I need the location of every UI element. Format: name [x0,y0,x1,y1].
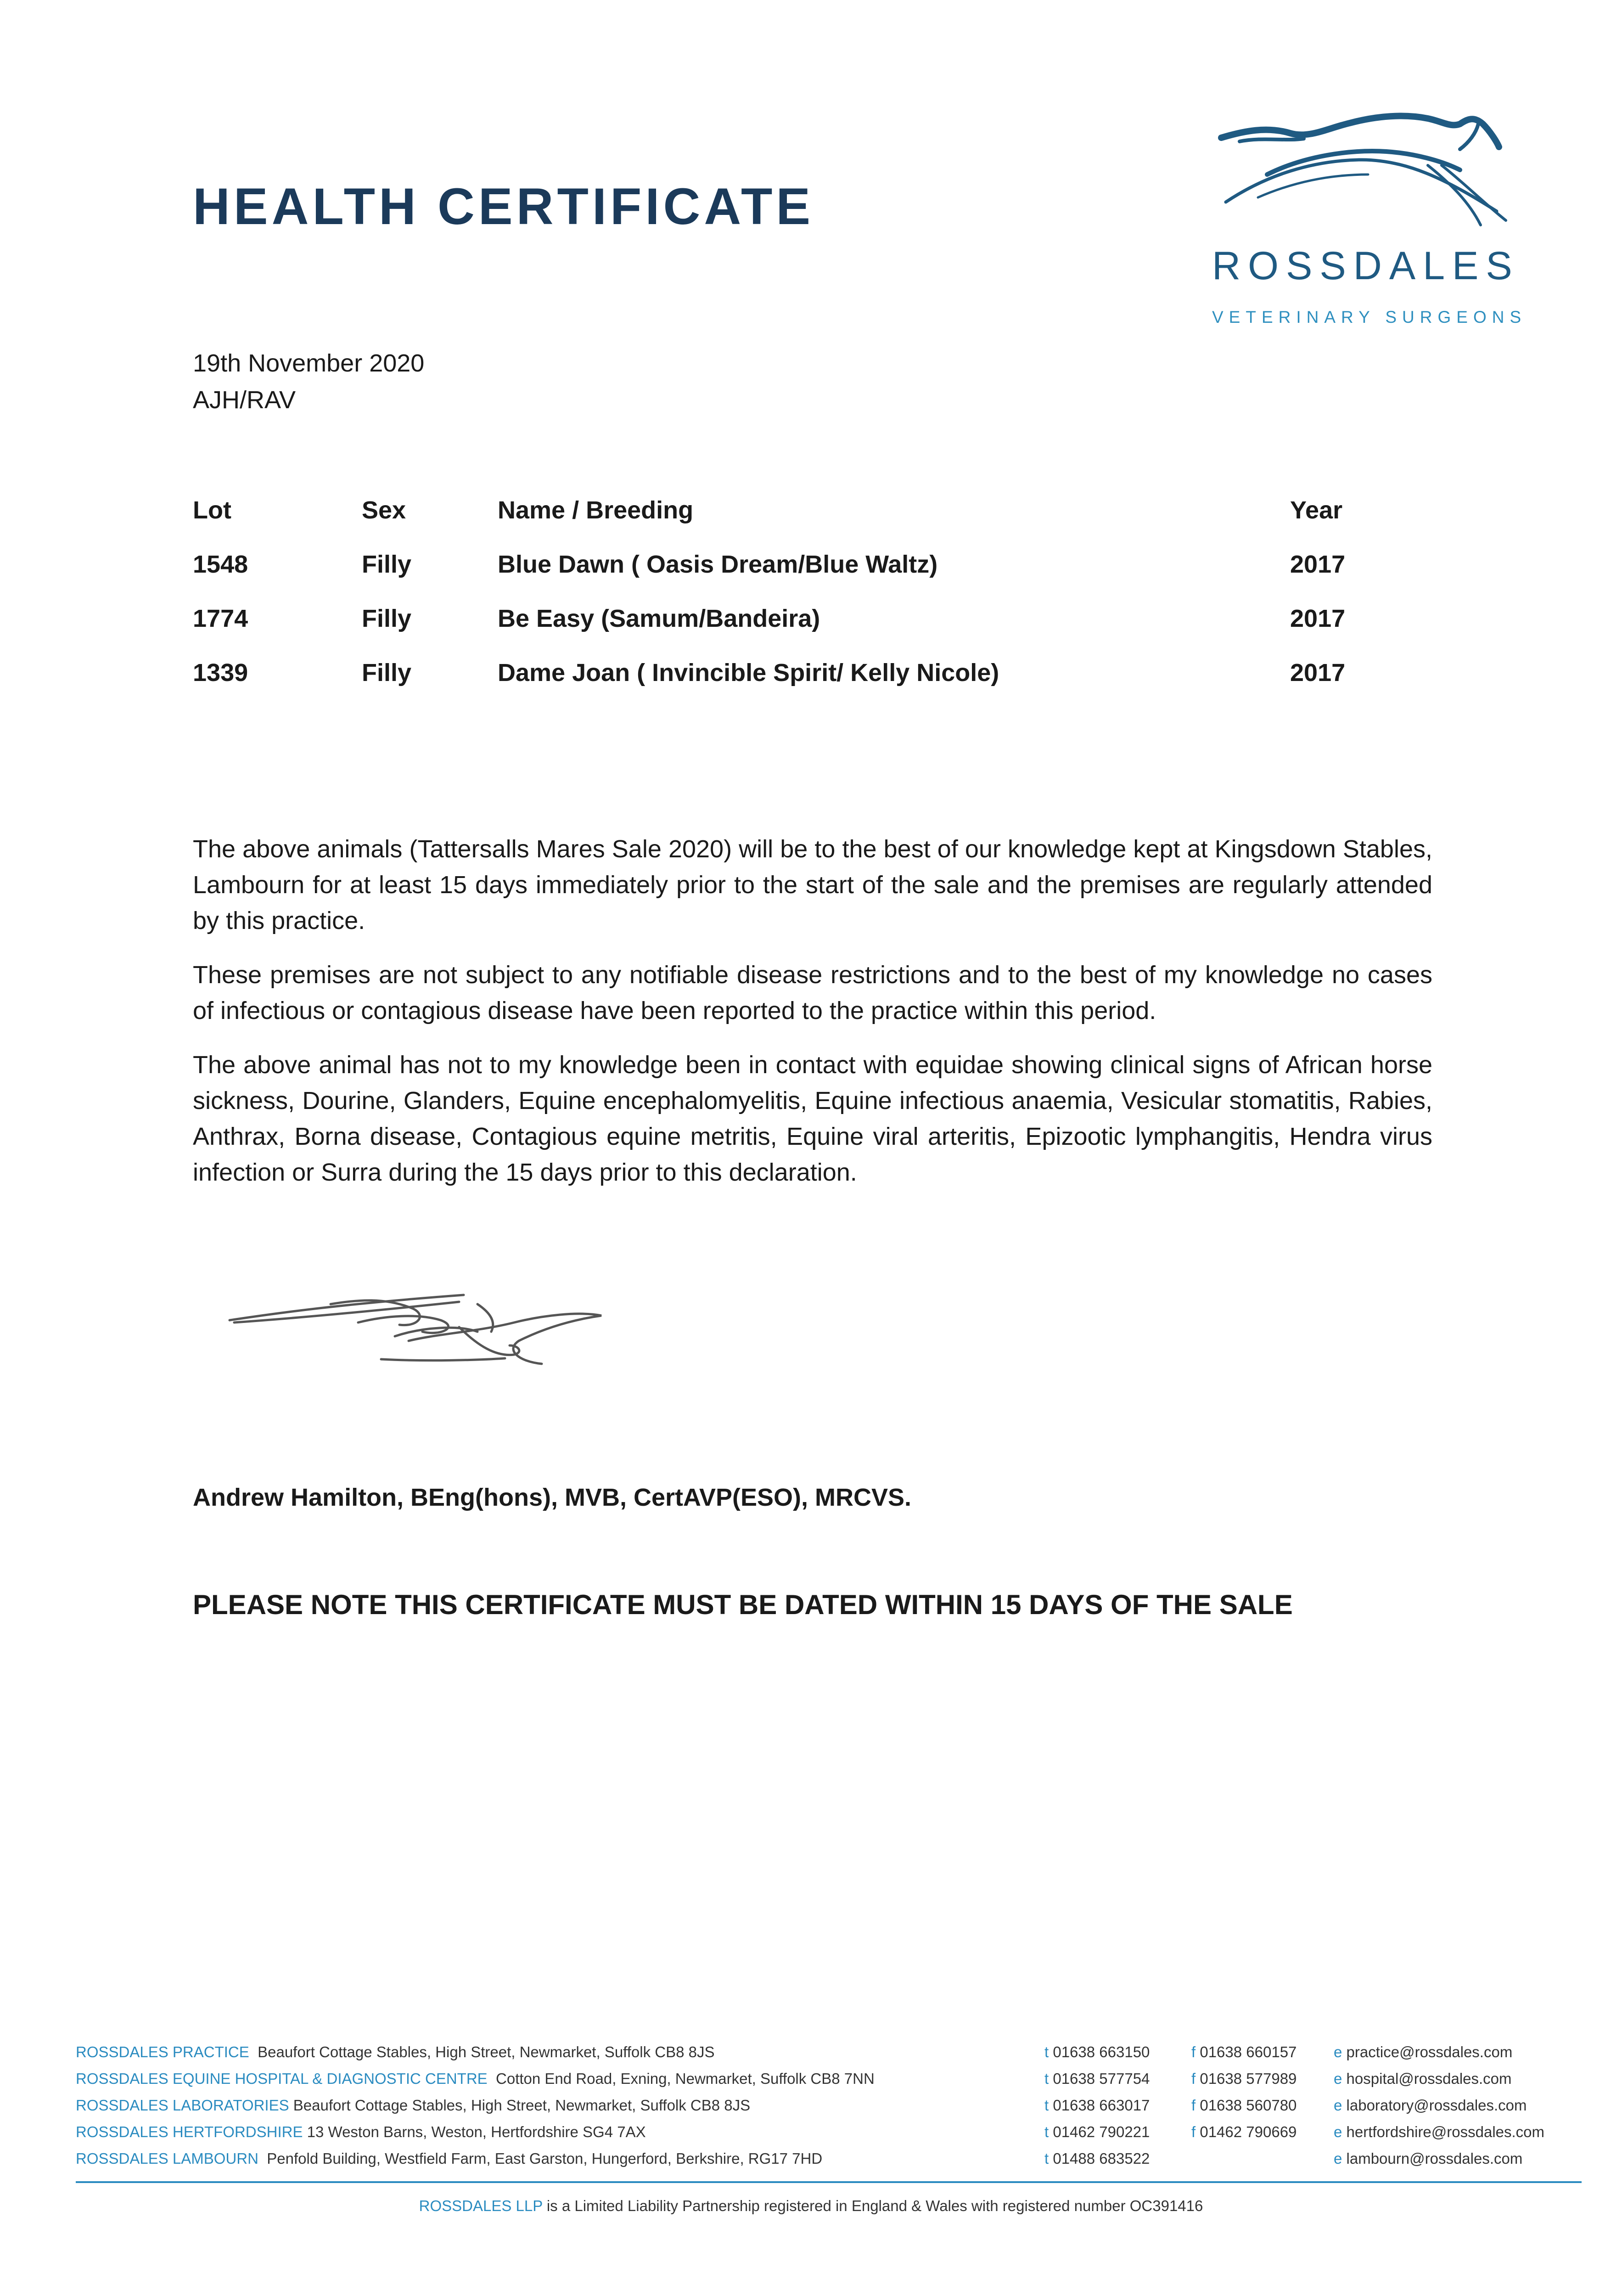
footer-address [76,2070,875,2088]
email-label: e [1334,2043,1342,2060]
fax-number: 01638 560780 [1200,2097,1297,2114]
lot-number: 1339 [193,659,248,687]
footer-site-address: Beaufort Cottage Stables, High Street, Newmarket, Suffolk CB8 8JS [258,2043,715,2060]
lot-number: 1548 [193,551,248,578]
footer-telephone [1044,2043,1150,2061]
llp-statement [0,2197,1622,2215]
email-address: lambourn@rossdales.com [1346,2150,1523,2167]
lots-table [193,496,1405,713]
telephone-label: t [1044,2043,1049,2060]
footer-email [1334,2150,1522,2167]
column-header-lot: Lot [193,496,231,524]
footer-fax [1191,2043,1296,2061]
footer-address [76,2097,750,2114]
footer-email [1334,2070,1512,2088]
footer-address [76,2043,715,2061]
telephone-label: t [1044,2123,1049,2140]
telephone-number: 01638 663150 [1053,2043,1150,2060]
table-row [193,658,1405,713]
telephone-number: 01638 577754 [1053,2070,1150,2087]
fax-number: 01462 790669 [1200,2123,1297,2140]
footer-site-name: ROSSDALES LABORATORIES [76,2097,289,2114]
footer-site-name: ROSSDALES HERTFORDSHIRE [76,2123,303,2140]
fax-label: f [1191,2123,1196,2140]
footer-site-address: Penfold Building, Westfield Farm, East Garston, Hungerford, Berkshire, RG17 7HD [267,2150,823,2167]
telephone-label: t [1044,2070,1049,2087]
footer-divider [76,2181,1582,2183]
horse-name: Be Easy (Samum/Bandeira) [498,605,820,632]
footer-email [1334,2043,1512,2061]
signature-icon [220,1277,702,1391]
footer-site-name: ROSSDALES PRACTICE [76,2043,249,2060]
email-label: e [1334,2097,1342,2114]
rossdales-logo [1212,106,1527,335]
footer-row [76,2043,1582,2070]
horse-sex: Filly [362,551,412,578]
footer-row [76,2150,1582,2177]
footer-address [76,2150,822,2167]
llp-text: is a Limited Liability Partnership registered in England & Wales with registered number OC391416 [546,2197,1203,2214]
footer-telephone [1044,2123,1150,2141]
email-label: e [1334,2150,1342,2167]
horse-year: 2017 [1290,605,1346,632]
horse-year: 2017 [1290,659,1346,687]
horse-sex: Filly [362,659,412,687]
footer-telephone [1044,2097,1150,2114]
horse-sex: Filly [362,605,412,632]
column-header-name: Name / Breeding [498,496,694,524]
footer-fax [1191,2070,1296,2088]
email-address: laboratory@rossdales.com [1346,2097,1527,2114]
footer-telephone [1044,2070,1150,2088]
signature-image [220,1277,702,1391]
email-address: hertfordshire@rossdales.com [1346,2123,1545,2140]
logo-subtitle: VETERINARY SURGEONS [1212,308,1527,326]
fax-number: 01638 577989 [1200,2070,1297,2087]
certificate-body [193,831,1432,1209]
fax-label: f [1191,2043,1196,2060]
horse-logo-icon [1212,106,1515,243]
email-label: e [1334,2123,1342,2140]
footer-telephone [1044,2150,1150,2167]
telephone-label: t [1044,2150,1049,2167]
dating-notice: PLEASE NOTE THIS CERTIFICATE MUST BE DATED WITHIN 15 DAYS OF THE SALE [193,1589,1293,1620]
fax-label: f [1191,2097,1196,2114]
footer-site-address: Cotton End Road, Exning, Newmarket, Suffolk CB8 7NN [496,2070,875,2087]
footer-row [76,2097,1582,2123]
email-address: practice@rossdales.com [1346,2043,1513,2060]
table-row [193,550,1405,604]
footer-row [76,2123,1582,2150]
footer-contacts [76,2043,1582,2177]
telephone-label: t [1044,2097,1049,2114]
footer-site-address: Beaufort Cottage Stables, High Street, Newmarket, Suffolk CB8 8JS [293,2097,751,2114]
email-address: hospital@rossdales.com [1346,2070,1512,2087]
llp-name: ROSSDALES LLP [419,2197,543,2214]
column-header-sex: Sex [362,496,406,524]
page-title: HEALTH CERTIFICATE [193,178,814,235]
column-header-year: Year [1290,496,1343,524]
telephone-number: 01488 683522 [1053,2150,1150,2167]
email-label: e [1334,2070,1342,2087]
telephone-number: 01462 790221 [1053,2123,1150,2140]
paragraph-premises: The above animals (Tattersalls Mares Sale 2020) will be to the best of our knowledge kept at Kingsdown Stables, Lambourn for at least 15 days immediately prior to the start of the sale and the premises are regularly attended by this practice. [193,835,1432,934]
horse-name: Dame Joan ( Invincible Spirit/ Kelly Nicole) [498,659,999,687]
fax-number: 01638 660157 [1200,2043,1297,2060]
paragraph-restrictions: These premises are not subject to any notifiable disease restrictions and to the best of my knowledge no cases of infectious or contagious disease have been reported to the practice within this period. [193,961,1432,1024]
horse-name: Blue Dawn ( Oasis Dream/Blue Waltz) [498,551,938,578]
footer-fax [1191,2123,1296,2141]
horse-year: 2017 [1290,551,1346,578]
letter-date: 19th November 2020 [193,349,425,377]
table-row [193,604,1405,658]
footer-address [76,2123,646,2141]
footer-email [1334,2123,1544,2141]
signer-name: Andrew Hamilton, BEng(hons), MVB, CertAVP(ESO), MRCVS. [193,1484,912,1511]
logo-wordmark: ROSSDALES [1212,244,1520,288]
telephone-number: 01638 663017 [1053,2097,1150,2114]
footer-site-name: ROSSDALES EQUINE HOSPITAL & DIAGNOSTIC CENTRE [76,2070,488,2087]
letter-reference: AJH/RAV [193,386,296,414]
footer-site-name: ROSSDALES LAMBOURN [76,2150,258,2167]
footer-email [1334,2097,1527,2114]
footer-site-address: 13 Weston Barns, Weston, Hertfordshire SG4 7AX [307,2123,646,2140]
fax-label: f [1191,2070,1196,2087]
footer-fax [1191,2097,1296,2114]
lot-number: 1774 [193,605,248,632]
paragraph-diseases: The above animal has not to my knowledge been in contact with equidae showing clinical signs of African horse sickness, Dourine, Glanders, Equine encephalomyelitis, Equine infectious anaemia, Vesicular stomatitis, Rabies, Anthrax, Borna disease, Contagious equine metritis, Equine viral arteritis, Epizootic lymphangitis, Hendra virus infection or Surra during the 15 days prior to this declaration. [193,1051,1432,1186]
footer-row [76,2070,1582,2097]
table-header-row [193,496,1405,550]
